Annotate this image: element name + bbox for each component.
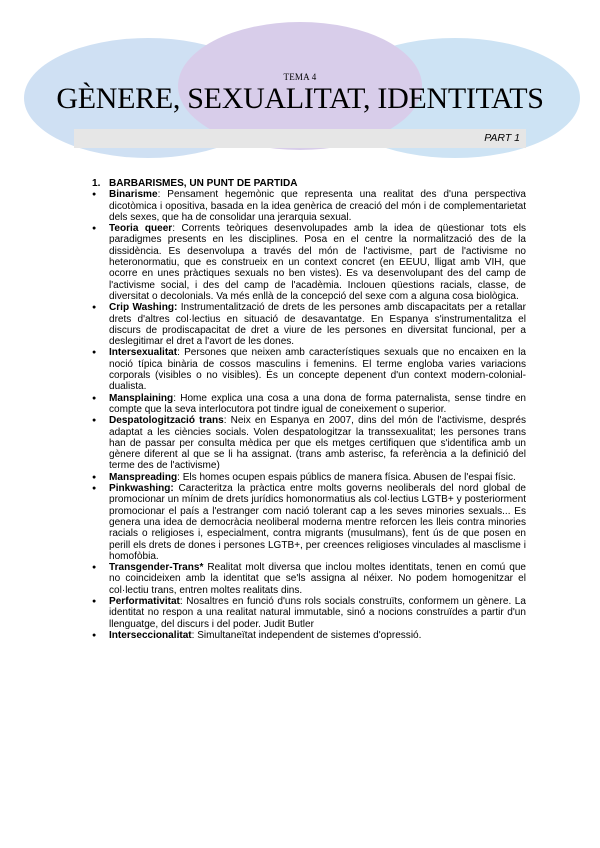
term-definition: Pensament hegemònic que representa una realitat des d'una perspectiva dicotòmica i opositiva, basada en la idea genèrica de creació del món i de complementarietat dels sexes, que ha de consolidar una jerarquia sexual. (109, 189, 526, 223)
term-definition: Corrents teòriques desenvolupades amb la idea de qüestionar tots els paradigmes presents en les disciplines. Posa en el centre la normalització des de la dissidència. Es desenvolupa a través del món de l'activisme, part de l'activisme no heteronormatiu, que es construeix en un context concret (en EEUU, lligat amb VIH, que ocorre en unes pràctiques sexuals no ben vistes). Es va desenvolupant des del camp de l'activisme social, i des del camp de l'acadèmia. Inclouen qüestions racials, classe, de diversitat o decolonials. Va més enllà de la concepció del sexe com a alguna cosa biològica. (109, 223, 526, 302)
term-separator: : (177, 471, 183, 483)
term-separator: : (223, 415, 231, 427)
term-name: Binarisme (109, 189, 158, 201)
glossary-item-binarisme (92, 189, 526, 223)
term-name: Interseccionalitat (109, 629, 192, 641)
section-heading (92, 178, 526, 189)
term-definition: Caracteritza la pràctica entre molts governs neoliberals del nord global de promocionar un mínim de drets jurídics homonormatius als col·lectius LGTB+ y posteriorment promocionar el país a l'estranger com nació tolerant cap a les seves minories sexuals... Es genera una idea de democràcia neoliberal moderna mentre reforcen les lleis contra minories racials o religioses i, especialment, contra migrants (musulmans), fent ús de que posen en perill els drets de dones i persones LGTB+, per creences religioses vinculades al masclisme i homofòbia. (109, 483, 526, 562)
term-name: Crip Washing: (109, 302, 178, 314)
page-title: GÈNERE, SEXUALITAT, IDENTITATS (56, 82, 544, 115)
term-definition: Nosaltres en funció d'uns rols socials construïts, conformem un gènere. La identitat no respon a una realitat natural immutable, sinó a nocions construïdes a partir d'un llenguatge, del discurs i del poder. Judit Butler (109, 595, 526, 630)
term-separator: : (157, 189, 168, 201)
tema-label: TEMA 4 (283, 72, 317, 82)
term-definition: Simultaneïtat independent de sistemes d'opressió. (197, 629, 422, 641)
section-number: 1. (92, 178, 101, 189)
glossary-item-performativitat (92, 596, 526, 630)
term-name: Performativitat (109, 595, 180, 607)
term-name: Mansplaining (109, 392, 174, 404)
term-separator: : (173, 392, 181, 404)
glossary-item-pinkwashing (92, 483, 526, 562)
term-name: Manspreading (109, 471, 178, 483)
term-definition: Persones que neixen amb característiques sexuals que no encaixen en la noció típica binària de cossos masculins i femenins. El terme engloba varies variacions corporals (visibles o no visibles). És un concepte depenent d'un context modern-colonial-dualista. (109, 347, 526, 393)
document-body (92, 178, 526, 641)
glossary-item-intersexualitat (92, 347, 526, 392)
section-title: BARBARISMES, UN PUNT DE PARTIDA (109, 178, 298, 189)
term-definition: Neix en Espanya en 2007, dins del món de l'activisme, després adaptat a les ciències socials. Volen despatologitzar la transsexualitat; les persones trans han de passar per consulta mèdica per que els metges certifiquen que s'identifica amb un gènere diferent al que se li ha assignat. (trans amb asterisc, fa referència a la definició del terme des de l'activisme) (109, 415, 527, 472)
term-definition: Home explica una cosa a una dona de forma paternalista, sense tindre en compte que la seva interlocutora pot tindre igual de coneixement o superior. (109, 392, 526, 415)
glossary-item-interseccionalitat (92, 630, 526, 641)
glossary-item-manspreading (92, 472, 526, 483)
glossary-item-despatologitzacio-trans (92, 415, 526, 471)
term-name: Despatologització trans (109, 415, 224, 427)
term-separator: : (191, 629, 198, 641)
term-name: Pinkwashing: (109, 483, 174, 495)
term-definition: Realitat molt diversa que inclou moltes identitats, tenen en comú que no coincideixen amb la identitat que se'ls assigna al néixer. No podem homogenitzar el col·lectiu trans, entren moltes realitats dins. (109, 562, 526, 596)
part-bar (74, 129, 526, 148)
part-label: PART 1 (484, 132, 520, 144)
term-name: Teoria queer (109, 223, 173, 235)
term-name: Intersexualitat (109, 347, 178, 359)
term-separator: : (172, 223, 182, 235)
term-definition: Instrumentalització de drets de les persones amb discapacitats per a retallar drets d'altres col·lectius en situació de desavantatge. En Espanya s'instrumentalitza el discurs de prodiscapacitat de dret a viure de les persones en diversitat funcional, per a deslegitimar el dret a l'avort de les dones. (109, 302, 526, 348)
glossary-item-mansplaining (92, 393, 526, 416)
glossary-item-transgender-trans (92, 562, 526, 596)
glossary-item-crip-washing (92, 302, 526, 347)
term-separator: : (179, 595, 187, 607)
term-definition: Els homes ocupen espais públics de manera física. Abusen de l'espai físic. (182, 471, 516, 483)
glossary-list (92, 189, 526, 641)
term-separator: : (177, 347, 185, 359)
glossary-item-teoria-queer (92, 223, 526, 302)
term-name: Transgender-Trans* (109, 562, 204, 574)
